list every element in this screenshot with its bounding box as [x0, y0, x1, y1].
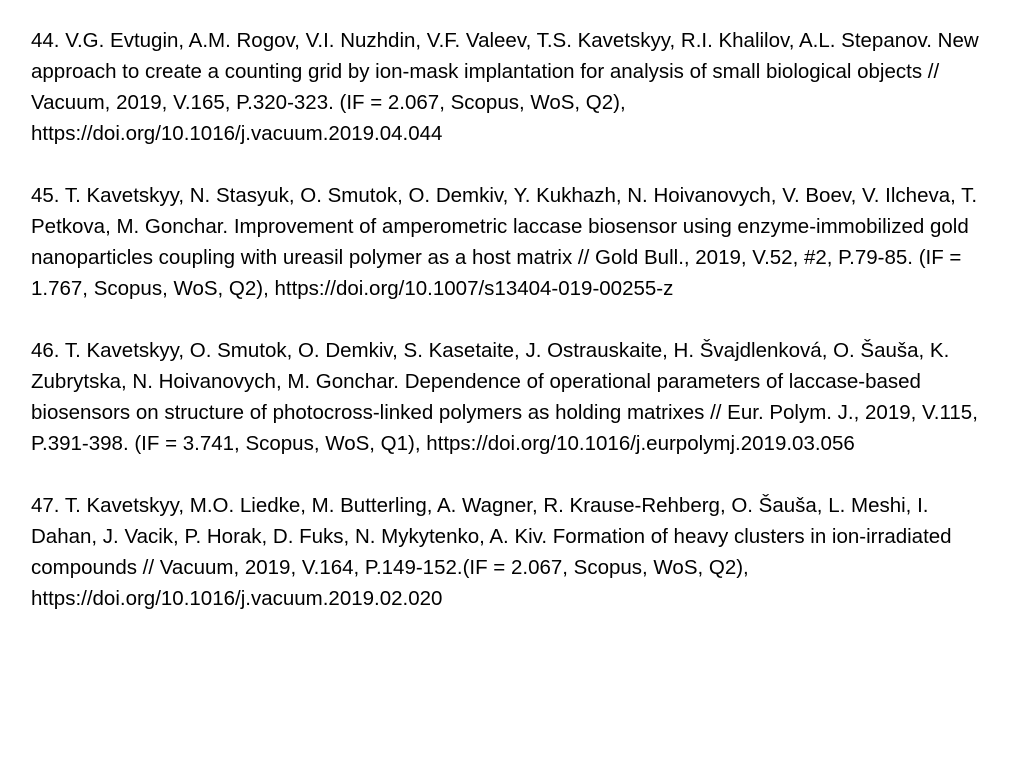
- reference-44: 44. V.G. Evtugin, A.M. Rogov, V.I. Nuzhdin, V.F. Valeev, T.S. Kavetskyy, R.I. Khalilov, A.L. Stepanov. New approach to create a counting grid by ion-mask implantation for analysis of small biological objects // Vacuum, 2019, V.165, P.320-323. (IF = 2.067, Scopus, WoS, Q2), https://doi.org/10.1016/j.vacuum.2019.04.044: [31, 29, 979, 145]
- reference-46: 46. T. Kavetskyy, O. Smutok, O. Demkiv, S. Kasetaite, J. Ostrauskaite, H. Švajdlenková, O. Šauša, K. Zubrytska, N. Hoivanovych, M. Gonchar. Dependence of operational parameters of laccase-based biosensors on structure of photocross-linked polymers as holding matrixes // Eur. Polym. J., 2019, V.115, P.391-398. (IF = 3.741, Scopus, WoS, Q1), https://doi.org/10.1016/j.eurpolymj.2019.03.056: [31, 339, 978, 455]
- reference-47: 47. T. Kavetskyy, M.O. Liedke, M. Butterling, A. Wagner, R. Krause-Rehberg, O. Šauša, L. Meshi, I. Dahan, J. Vacik, P. Horak, D. Fuks, N. Mykytenko, A. Kiv. Formation of heavy clusters in ion-irradiated compounds // Vacuum, 2019, V.164, P.149-152.(IF = 2.067, Scopus, WoS, Q2), https://doi.org/10.1016/j.vacuum.2019.02.020: [31, 494, 952, 610]
- reference-45: 45. T. Kavetskyy, N. Stasyuk, O. Smutok, O. Demkiv, Y. Kukhazh, N. Hoivanovych, V. Boev, V. Ilcheva, T. Petkova, M. Gonchar. Improvement of amperometric laccase biosensor using enzyme-immobilized gold nanoparticles coupling with ureasil polymer as a host matrix // Gold Bull., 2019, V.52, #2, P.79-85. (IF = 1.767, Scopus, WoS, Q2), https://doi.org/10.1007/s13404-019-00255-z: [31, 184, 978, 300]
- reference-list: [31, 25, 993, 645]
